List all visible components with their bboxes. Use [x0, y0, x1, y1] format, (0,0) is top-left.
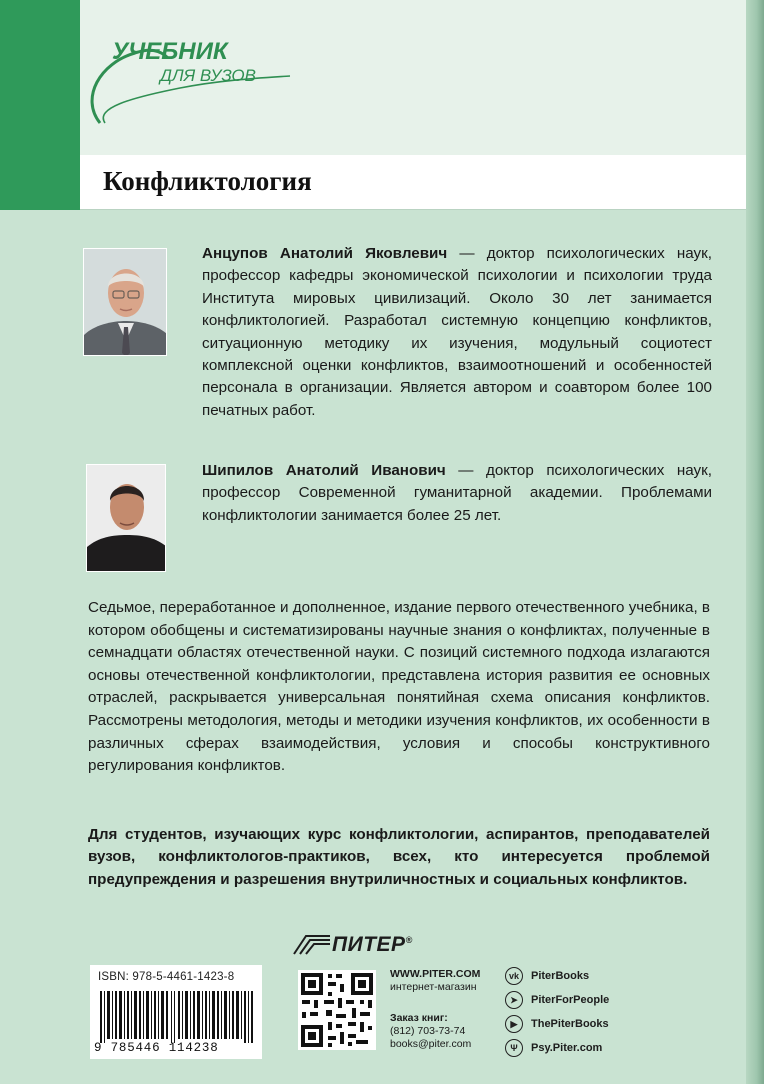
social-row-psy[interactable]	[505, 1036, 655, 1060]
social-row-youtube[interactable]	[505, 1012, 655, 1036]
author-bio-text: — доктор психологических наук, профессор кафедры экономической психологии и психологии труда Института мировых цивилизаций. Около 30 лет занимается конфликтологией. Разработал системную концепцию конфликтов, ситуационную методику их изучения, модульный социотест комплексной оценки конфликтов, взаимоотношений и особенностей персонала в организации. Является автором и соавтором более 100 печатных работ.	[202, 245, 712, 419]
social-label: PiterBooks	[531, 970, 590, 982]
isbn-label: ISBN: 978-5-4461-1423-8	[98, 971, 235, 983]
social-row-telegram[interactable]	[505, 988, 655, 1012]
author-bio-shipilov	[202, 460, 712, 527]
book-title: Конфликтология	[103, 166, 312, 196]
barcode-icon	[98, 991, 254, 1043]
website-url[interactable]: WWW.PITER.COM	[390, 968, 481, 980]
author-bio-text: — доктор психологических наук, профессор Современной гуманитарной академии. Проблемами конфликтологии занимается более 25 лет.	[202, 462, 712, 524]
order-label: Заказ книг:	[390, 1012, 448, 1024]
youtube-icon: ▶	[505, 1015, 523, 1033]
order-email[interactable]: books@piter.com	[390, 1038, 472, 1050]
author-bio-antsupov	[202, 243, 712, 422]
publisher-name: ПИТЕР®	[332, 933, 413, 956]
publisher-swoosh-icon	[292, 934, 332, 956]
book-spine-edge	[746, 0, 764, 1084]
series-subtitle: ДЛЯ ВУЗОВ	[160, 66, 256, 85]
website-info	[390, 968, 480, 994]
telegram-icon: ➤	[505, 991, 523, 1009]
website-caption: интернет-магазин	[390, 981, 477, 993]
isbn-barcode-box	[90, 965, 262, 1059]
author-name: Анцупов Анатолий Яковлевич	[202, 245, 448, 262]
series-title: УЧЕБНИК	[112, 38, 228, 65]
barcode-digits: 9 785446 114238	[94, 1041, 219, 1055]
social-label: ThePiterBooks	[531, 1018, 609, 1030]
order-phone: (812) 703-73-74	[390, 1025, 466, 1037]
publisher-logo	[292, 930, 413, 960]
psy-icon: Ψ	[505, 1039, 523, 1057]
author-photo-shipilov	[86, 464, 166, 572]
author-photo-antsupov	[83, 248, 167, 356]
target-audience: Для студентов, изучающих курс конфликтологии, аспирантов, преподавателей вузов, конфликтологов-практиков, всех, кто интересуется проблемой предупреждения и разрешения внутриличностных и социальных конфликтов.	[88, 826, 710, 888]
qr-code-icon	[298, 970, 376, 1050]
social-label: PiterForPeople	[531, 994, 610, 1006]
social-links	[505, 964, 655, 1060]
vk-icon: vk	[505, 967, 523, 985]
order-info	[390, 1012, 471, 1051]
book-description: Седьмое, переработанное и дополненное, издание первого отечественного учебника, в котором обобщены и систематизированы научные знания о конфликтах, полученные в семнадцати областях отечественной науки. С позиций системного подхода излагаются основы отечественной конфликтологии, представлена история развития ее основных отраслей, раскрывается универсальная понятийная схема описания конфликтов. Рассмотрены методология, методы и методики изучения конфликтов, их особенности в различных сферах взаимодействия, условия и способы конструктивного регулирования конфликтов.	[88, 599, 710, 775]
author-name: Шипилов Анатолий Иванович	[202, 462, 446, 479]
social-row-vk[interactable]	[505, 964, 655, 988]
social-label: Psy.Piter.com	[531, 1042, 603, 1054]
